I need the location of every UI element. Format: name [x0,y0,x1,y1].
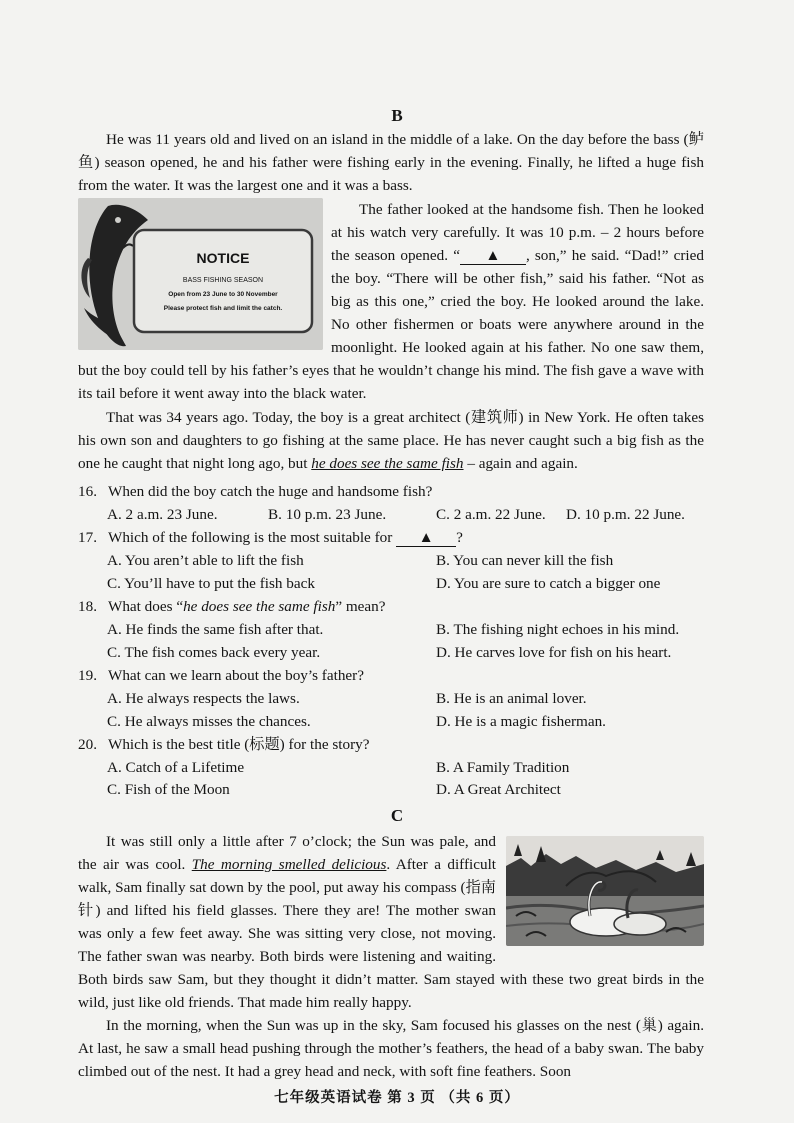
option-19-b[interactable]: B. He is an animal lover. [436,690,587,707]
p3-underlined-phrase: he does see the same fish [311,455,464,472]
option-20-a[interactable]: A. Catch of a Lifetime [107,759,245,776]
option-17-d[interactable]: D. You are sure to catch a bigger one [436,575,661,592]
option-20-d[interactable]: D. A Great Architect [436,781,561,798]
question-end: ? [456,529,463,546]
option-19-a[interactable]: A. He always respects the laws. [107,690,300,707]
c-p1-underlined-phrase: The morning smelled delicious [191,856,387,873]
section-b-title: B [391,106,403,125]
c-p1-before: It was still only a little after 7 o’clock; the Sun was pale, and the air was cool. [78,833,496,873]
answer-blank-marker: ▲ [396,530,456,547]
question-18 [78,595,386,618]
answer-blank-17: ▲ [460,248,526,265]
question-number: 16. [78,483,97,500]
p2-after-blank: , son,” he said. “Dad!” cried the boy. “There will be other fish,” said his father. “Not as big as this one,” cried the boy. He looked around the lake. No other fishermen or boats were anywhere around in the moonlight. He looked again at his father. No one saw them, but the boy could tell by his father’s eyes that he wouldn’t change his mind. The fish gave a wave with its tail before it went away into the black water. [78,247,704,402]
section-c-paragraph-1 [78,830,704,1014]
option-18-c[interactable]: C. The fish comes back every year. [107,644,321,661]
question-number: 18. [78,598,97,615]
question-16 [78,480,432,503]
c-p1-after: . After a difficult walk, Sam finally sat down by the pool, put away his compass (指南针) and lifted his field glasses. There they are! The mother swan was only a few feet away. She was sitting very close, not moving. The father swan was nearby. Both birds were listening and waiting. Both birds saw Sam, but they thought it didn’t matter. Sam stayed with these two great birds in the wild, just like old friends. That made him really happy. [78,856,704,1011]
question-text: What can we learn about the boy’s father? [108,667,364,684]
p3-before: That was 34 years ago. Today, the boy is a great architect (建筑师) in New York. He often takes his own son and daughters to go fishing at the same place. He has never caught such a big fish as the one he caught that night long ago, but [78,409,704,472]
option-16-d[interactable]: D. 10 p.m. 22 June. [566,506,685,523]
question-number: 20. [78,736,97,753]
question-number: 17. [78,529,97,546]
question-20 [78,733,370,756]
question-text-before: What does “ [108,598,184,615]
option-18-d[interactable]: D. He carves love for fish on his heart. [436,644,672,661]
option-18-a[interactable]: A. He finds the same fish after that. [107,621,324,638]
option-20-b[interactable]: B. A Family Tradition [436,759,570,776]
option-17-a[interactable]: A. You aren’t able to lift the fish [107,552,304,569]
question-text: When did the boy catch the huge and handsome fish? [108,483,433,500]
notice-image [78,198,323,350]
section-c-paragraph-2: In the morning, when the Sun was up in the sky, Sam focused his glasses on the nest (巢) again. At last, he saw a small head pushing through the mother’s feathers, the head of a baby swan. The baby climbed out of the nest. It had a grey head and neck, with soft fine feathers. Soon [78,1017,704,1080]
question-text: Which is the best title (标题) for the story? [108,736,370,753]
section-b-paragraph-3 [78,406,704,475]
option-17-b[interactable]: B. You can never kill the fish [436,552,614,569]
swan-illustration-icon [506,836,704,946]
notice-title: NOTICE [196,250,250,266]
swan-image [506,836,704,946]
notice-line-1: BASS FISHING SEASON [182,277,264,284]
question-text: Which of the following is the most suitable for [108,529,393,546]
option-17-c[interactable]: C. You’ll have to put the fish back [107,575,315,592]
option-19-c[interactable]: C. He always misses the chances. [107,713,311,730]
question-text-italic: he does see the same fish [183,598,336,615]
option-16-b[interactable]: B. 10 p.m. 23 June. [268,506,387,523]
fish-illustration-icon [78,198,323,350]
notice-line-2: Open from 23 June to 30 November [168,291,278,298]
notice-line-3: Please protect fish and limit the catch. [163,305,283,312]
p3-after: – again and again. [463,455,578,472]
question-17 [78,526,463,549]
option-20-c[interactable]: C. Fish of the Moon [107,781,230,798]
option-19-d[interactable]: D. He is a magic fisherman. [436,713,606,730]
question-number: 19. [78,667,97,684]
section-b-paragraph-2 [78,198,704,405]
section-b-paragraph-1: He was 11 years old and lived on an island in the middle of a lake. On the day before the bass (鲈鱼) season opened, he and his father were fishing early in the evening. Finally, he lifted a huge fish from the water. It was the largest one and it was a bass. [78,131,704,194]
option-16-a[interactable]: A. 2 a.m. 23 June. [107,506,218,523]
section-c-title: C [390,806,404,825]
option-16-c[interactable]: C. 2 a.m. 22 June. [436,506,546,523]
question-text-after: ” mean? [335,598,386,615]
option-18-b[interactable]: B. The fishing night echoes in his mind. [436,621,680,638]
question-19 [78,664,364,687]
page-footer: 七年级英语试卷 第 3 页 （共 6 页） [274,1090,520,1106]
p2-before-blank: The father looked at the handsome fish. Then he looked at his watch very carefully. It was 10 p.m. – 2 hours before the season opened. “ [331,201,704,264]
